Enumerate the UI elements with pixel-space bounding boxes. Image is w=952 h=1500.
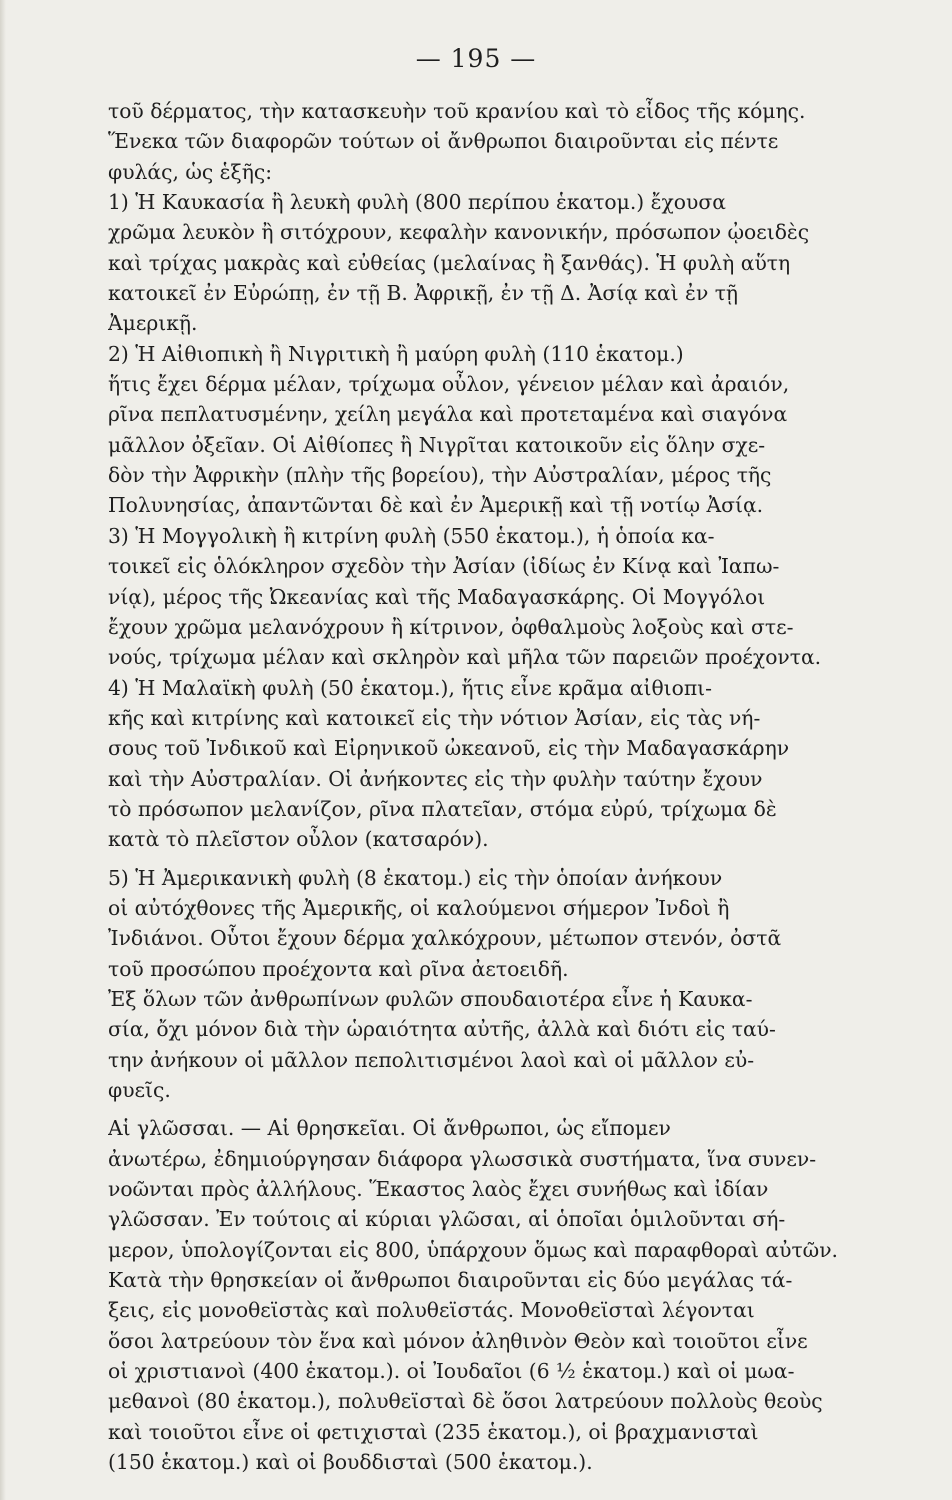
page-binding-shadow [0, 0, 6, 1500]
text-line: καὶ τοιοῦτοι εἶνε οἱ φετιχισταὶ (235 ἑκατομ.), οἱ βραχμανισταὶ [108, 1419, 759, 1444]
page-number: — 195 — [415, 44, 537, 73]
body-text [108, 96, 840, 1477]
text-line: 2) Ἡ Αἰθιοπικὴ ἢ Νιγριτικὴ ἢ μαύρη φυλὴ (110 ἑκατομ.) [108, 341, 684, 366]
text-line: φυεῖς. [108, 1078, 171, 1102]
text-line: 4) Ἡ Μαλαϊκὴ φυλὴ (50 ἑκατομ.), ἥτις εἶνε κρᾶμα αἰθιοπι- [108, 675, 712, 700]
text-line: κῆς καὶ κιτρίνης καὶ κατοικεῖ εἰς τὴν νότιον Ἀσίαν, εἰς τὰς νή- [108, 705, 761, 730]
text-line: ἥτις ἔχει δέρμα μέλαν, τρίχωμα οὖλον, γένειον μέλαν καὶ ἀραιόν, [108, 372, 790, 397]
text-line: νίᾳ), μέρος τῆς Ὠκεανίας καὶ τῆς Μαδαγασκάρης. Οἱ Μογγόλοι [108, 584, 766, 609]
text-line: σους τοῦ Ἰνδικοῦ καὶ Εἰρηνικοῦ ὠκεανοῦ, εἰς τὴν Μαδαγασκάρην [108, 736, 790, 761]
text-line: χρῶμα λευκὸν ἢ σιτόχρουν, κεφαλὴν κανονικήν, πρόσωπον ᾠοειδὲς [108, 220, 810, 245]
text-line: καὶ τὴν Αὐστραλίαν. Οἱ ἀνήκοντες εἰς τὴν φυλὴν ταύτην ἔχουν [108, 766, 763, 791]
text-line: οἱ χριστιανοὶ (400 ἑκατομ.). οἱ Ἰουδαῖοι (6 ½ ἑκατομ.) καὶ οἱ μωα- [108, 1359, 795, 1384]
text-line: (150 ἑκατομ.) καὶ οἱ βουδδισταὶ (500 ἑκατομ.). [108, 1450, 593, 1475]
text-line: Κατὰ τὴν θρησκείαν οἱ ἄνθρωποι διαιροῦνται εἰς δύο μεγάλας τά- [108, 1268, 793, 1293]
text-line: σία, ὄχι μόνον διὰ τὴν ὡραιότητα αὐτῆς, ἀλλὰ καὶ διότι εἰς ταύ- [108, 1017, 776, 1042]
text-line: μᾶλλον ὀξεῖαν. Οἱ Αἰθίοπες ἢ Νιγρῖται κατοικοῦν εἰς ὅλην σχε- [108, 432, 766, 457]
text-line: νούς, τρίχωμα μέλαν καὶ σκληρὸν καὶ μῆλα τῶν παρειῶν προέχοντα. [108, 645, 822, 670]
paragraph-gap [108, 855, 840, 863]
text-line: φυλάς, ὡς ἑξῆς: [108, 159, 273, 184]
text-line: κατοικεῖ ἐν Εὐρώπῃ, ἐν τῇ Β. Ἀφρικῇ, ἐν τῇ Δ. Ἀσίᾳ καὶ ἐν τῇ [108, 281, 739, 306]
text-line: ἀνωτέρω, ἐδημιούργησαν διάφορα γλωσσικὰ συστήματα, ἵνα συνεν- [108, 1146, 817, 1171]
text-line: ρῖνα πεπλατυσμένην, χείλη μεγάλα καὶ προτεταμένα καὶ σιαγόνα [108, 402, 788, 427]
text-line: γλῶσσαν. Ἐν τούτοις αἱ κύριαι γλῶσαι, αἱ ὁποῖαι ὁμιλοῦνται σή- [108, 1207, 786, 1232]
text-line: ἔχουν χρῶμα μελανόχρουν ἢ κίτρινον, ὀφθαλμοὺς λοξοὺς καὶ στε- [108, 614, 794, 639]
text-line: δὸν τὴν Ἀφρικὴν (πλὴν τῆς βορείου), τὴν Αὐστραλίαν, μέρος τῆς [108, 463, 772, 488]
text-line: 3) Ἡ Μογγολικὴ ἢ κιτρίνη φυλὴ (550 ἑκατομ.), ἡ ὁποία κα- [108, 523, 715, 548]
text-line: Ἐξ ὅλων τῶν ἀνθρωπίνων φυλῶν σπουδαιοτέρα εἶνε ἡ Καυκα- [108, 986, 753, 1011]
text-line: νοῶνται πρὸς ἀλλήλους. Ἕκαστος λαὸς ἔχει συνήθως καὶ ἰδίαν [108, 1177, 769, 1202]
text-line: ὅσοι λατρεύουν τὸν ἕνα καὶ μόνον ἀληθινὸν Θεὸν καὶ τοιοῦτοι εἶνε [108, 1328, 808, 1353]
text-line: Πολυνησίας, ἀπαντῶνται δὲ καὶ ἐν Ἀμερικῇ καὶ τῇ νοτίῳ Ἀσίᾳ. [108, 493, 764, 518]
text-line: την ἀνήκουν οἱ μᾶλλον πεπολιτισμένοι λαοὶ καὶ οἱ μᾶλλον εὐ- [108, 1047, 755, 1072]
text-line: Αἱ γλῶσσαι. — Αἱ θρησκεῖαι. Οἱ ἄνθρωποι, ὡς εἴπομεν [108, 1116, 671, 1141]
text-line: οἱ αὐτόχθονες τῆς Ἀμερικῆς, οἱ καλούμενοι σήμερον Ἰνδοὶ ἢ [108, 895, 730, 920]
paragraph-gap [108, 1105, 840, 1113]
text-line: Ἕνεκα τῶν διαφορῶν τούτων οἱ ἄνθρωποι διαιροῦνται εἰς πέντε [108, 129, 779, 154]
text-line: ξεις, εἰς μονοθεϊστὰς καὶ πολυθεϊστάς. Μονοθεϊσταὶ λέγονται [108, 1298, 755, 1323]
text-line: τοῦ προσώπου προέχοντα καὶ ρῖνα ἀετοειδῆ. [108, 956, 569, 981]
text-line: μερον, ὑπολογίζονται εἰς 800, ὑπάρχουν ὅμως καὶ παραφθοραὶ αὐτῶν. [108, 1237, 838, 1262]
text-line: τοῦ δέρματος, τὴν κατασκευὴν τοῦ κρανίου καὶ τὸ εἶδος τῆς κόμης. [108, 99, 806, 123]
text-line: Ἰνδιάνοι. Οὗτοι ἔχουν δέρμα χαλκόχρουν, μέτωπον στενόν, ὀστᾶ [108, 926, 782, 951]
text-line: μεθανοὶ (80 ἑκατομ.), πολυθεϊσταὶ δὲ ὅσοι λατρεύουν πολλοὺς θεοὺς [108, 1389, 823, 1414]
text-line: καὶ τρίχας μακρὰς καὶ εὐθείας (μελαίνας ἢ ξανθάς). Ἡ φυλὴ αὕτη [108, 250, 791, 275]
text-line: κατὰ τὸ πλεῖστον οὖλον (κατσαρόν). [108, 827, 489, 852]
text-line: τὸ πρόσωπον μελανίζον, ρῖνα πλατεῖαν, στόμα εὐρύ, τρίχωμα δὲ [108, 796, 777, 821]
text-line: τοικεῖ εἰς ὁλόκληρον σχεδὸν τὴν Ἀσίαν (ἰδίως ἐν Κίνᾳ καὶ Ἰαπω- [108, 554, 780, 579]
text-line: 1) Ἡ Καυκασία ἢ λευκὴ φυλὴ (800 περίπου ἑκατομ.) ἔχουσα [108, 190, 726, 215]
text-line: Ἀμερικῇ. [108, 311, 198, 336]
text-line: 5) Ἡ Ἀμερικανικὴ φυλὴ (8 ἑκατομ.) εἰς τὴν ὁποίαν ἀνήκουν [108, 865, 723, 890]
